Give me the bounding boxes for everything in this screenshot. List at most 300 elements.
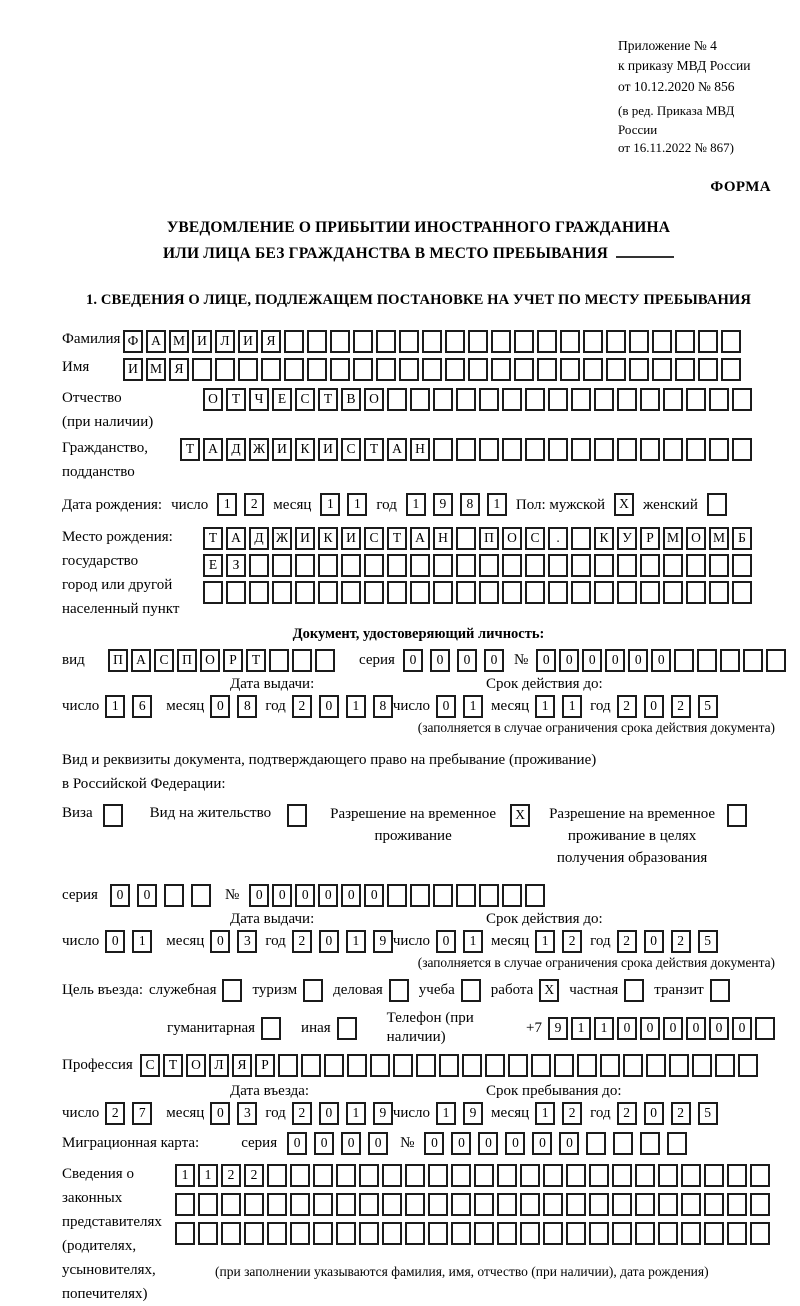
birthplace-cell[interactable] bbox=[709, 581, 729, 604]
profession-cell[interactable] bbox=[393, 1054, 413, 1077]
surname-cell[interactable] bbox=[537, 330, 557, 353]
profession-cell[interactable] bbox=[715, 1054, 735, 1077]
representative-cell[interactable] bbox=[267, 1164, 287, 1187]
representative-cell[interactable] bbox=[612, 1193, 632, 1216]
citizenship-cell[interactable] bbox=[548, 438, 568, 461]
identity-valid-year-cell[interactable]: 0 bbox=[644, 695, 664, 718]
birthplace-cell[interactable]: З bbox=[226, 554, 246, 577]
identity-number-cell[interactable]: 0 bbox=[536, 649, 556, 672]
surname-cell[interactable] bbox=[721, 330, 741, 353]
citizenship-cell[interactable] bbox=[640, 438, 660, 461]
profession-cell[interactable] bbox=[278, 1054, 298, 1077]
birthplace-cell[interactable] bbox=[456, 581, 476, 604]
representative-cell[interactable] bbox=[359, 1193, 379, 1216]
firstname-cell[interactable] bbox=[537, 358, 557, 381]
firstname-cell[interactable] bbox=[238, 358, 258, 381]
birthplace-cell[interactable] bbox=[479, 581, 499, 604]
permit-valid-year-cell[interactable]: 0 bbox=[644, 930, 664, 953]
patronymic-cell[interactable]: О bbox=[364, 388, 384, 411]
representative-cell[interactable] bbox=[451, 1193, 471, 1216]
surname-cell[interactable]: И bbox=[238, 330, 258, 353]
firstname-cell[interactable]: И bbox=[123, 358, 143, 381]
permit-issue-year-cell[interactable]: 0 bbox=[319, 930, 339, 953]
birth-day-cell[interactable]: 1 bbox=[217, 493, 237, 516]
phone-cell[interactable]: 1 bbox=[594, 1017, 614, 1040]
representative-cell[interactable] bbox=[727, 1222, 747, 1245]
representative-cell[interactable] bbox=[635, 1164, 655, 1187]
representative-cell[interactable] bbox=[336, 1193, 356, 1216]
migration-number-cell[interactable]: 0 bbox=[478, 1132, 498, 1155]
citizenship-cell[interactable]: С bbox=[341, 438, 361, 461]
birthplace-cell[interactable] bbox=[594, 554, 614, 577]
patronymic-cell[interactable]: С bbox=[295, 388, 315, 411]
firstname-cell[interactable] bbox=[606, 358, 626, 381]
birthplace-cell[interactable] bbox=[272, 554, 292, 577]
identity-series-cell[interactable]: 0 bbox=[403, 649, 423, 672]
representative-cell[interactable] bbox=[382, 1222, 402, 1245]
birth-year-cell[interactable]: 9 bbox=[433, 493, 453, 516]
birthplace-cell[interactable] bbox=[594, 581, 614, 604]
identity-number-cell[interactable]: 0 bbox=[582, 649, 602, 672]
permit-valid-year-cell[interactable]: 2 bbox=[617, 930, 637, 953]
identity-kind-cell[interactable] bbox=[315, 649, 335, 672]
entry-year-cell[interactable]: 2 bbox=[292, 1102, 312, 1125]
entry-year-cell[interactable]: 1 bbox=[346, 1102, 366, 1125]
birthplace-cell[interactable] bbox=[686, 581, 706, 604]
birthplace-cell[interactable] bbox=[433, 581, 453, 604]
patronymic-cell[interactable] bbox=[548, 388, 568, 411]
citizenship-cell[interactable] bbox=[456, 438, 476, 461]
identity-kind-cell[interactable]: Р bbox=[223, 649, 243, 672]
profession-cell[interactable] bbox=[416, 1054, 436, 1077]
surname-cell[interactable] bbox=[560, 330, 580, 353]
surname-cell[interactable] bbox=[330, 330, 350, 353]
entry-month-cell[interactable]: 3 bbox=[237, 1102, 257, 1125]
patronymic-cell[interactable] bbox=[502, 388, 522, 411]
purpose-study-checkbox-cell[interactable] bbox=[461, 979, 481, 1002]
surname-cell[interactable] bbox=[399, 330, 419, 353]
representative-cell[interactable] bbox=[520, 1222, 540, 1245]
representative-cell[interactable] bbox=[635, 1193, 655, 1216]
citizenship-cell[interactable] bbox=[686, 438, 706, 461]
birthplace-cell[interactable]: М bbox=[709, 527, 729, 550]
profession-cell[interactable] bbox=[485, 1054, 505, 1077]
identity-number-cell[interactable] bbox=[720, 649, 740, 672]
representative-cell[interactable] bbox=[405, 1193, 425, 1216]
birth-month-cell[interactable]: 1 bbox=[320, 493, 340, 516]
representative-cell[interactable] bbox=[497, 1193, 517, 1216]
firstname-cell[interactable] bbox=[376, 358, 396, 381]
representative-cell[interactable] bbox=[290, 1222, 310, 1245]
identity-kind-cell[interactable]: А bbox=[131, 649, 151, 672]
citizenship-cell[interactable]: Ж bbox=[249, 438, 269, 461]
stay-year-cell[interactable]: 5 bbox=[698, 1102, 718, 1125]
entry-year-cell[interactable]: 0 bbox=[319, 1102, 339, 1125]
permit-number-cell[interactable] bbox=[410, 884, 430, 907]
representative-cell[interactable] bbox=[198, 1193, 218, 1216]
permit-number-cell[interactable] bbox=[387, 884, 407, 907]
patronymic-cell[interactable] bbox=[410, 388, 430, 411]
profession-cell[interactable]: О bbox=[186, 1054, 206, 1077]
representative-cell[interactable] bbox=[658, 1222, 678, 1245]
identity-valid-day-cell[interactable]: 1 bbox=[463, 695, 483, 718]
birthplace-cell[interactable]: С bbox=[525, 527, 545, 550]
permit-valid-day-cell[interactable]: 1 bbox=[463, 930, 483, 953]
firstname-cell[interactable] bbox=[675, 358, 695, 381]
entry-month-cell[interactable]: 0 bbox=[210, 1102, 230, 1125]
birthplace-cell[interactable] bbox=[479, 554, 499, 577]
birthplace-cell[interactable]: И bbox=[295, 527, 315, 550]
birthplace-cell[interactable] bbox=[571, 527, 591, 550]
representative-cell[interactable] bbox=[727, 1164, 747, 1187]
birthplace-cell[interactable]: Е bbox=[203, 554, 223, 577]
identity-issue-year-cell[interactable]: 1 bbox=[346, 695, 366, 718]
migration-number-cell[interactable]: 0 bbox=[559, 1132, 579, 1155]
patronymic-cell[interactable] bbox=[479, 388, 499, 411]
patronymic-cell[interactable]: Е bbox=[272, 388, 292, 411]
permit-issue-year-cell[interactable]: 9 bbox=[373, 930, 393, 953]
birthplace-cell[interactable] bbox=[732, 581, 752, 604]
birthplace-cell[interactable] bbox=[433, 554, 453, 577]
stay-year-cell[interactable]: 2 bbox=[617, 1102, 637, 1125]
birthplace-cell[interactable] bbox=[341, 581, 361, 604]
identity-valid-day-cell[interactable]: 0 bbox=[436, 695, 456, 718]
surname-cell[interactable] bbox=[353, 330, 373, 353]
profession-cell[interactable]: С bbox=[140, 1054, 160, 1077]
birthplace-cell[interactable] bbox=[663, 581, 683, 604]
representative-cell[interactable] bbox=[336, 1222, 356, 1245]
representative-cell[interactable] bbox=[198, 1222, 218, 1245]
migration-number-cell[interactable] bbox=[667, 1132, 687, 1155]
identity-number-cell[interactable]: 0 bbox=[651, 649, 671, 672]
identity-kind-cell[interactable]: С bbox=[154, 649, 174, 672]
migration-series-cell[interactable]: 0 bbox=[287, 1132, 307, 1155]
permit-issue-year-cell[interactable]: 2 bbox=[292, 930, 312, 953]
permit-issue-month-cell[interactable]: 0 bbox=[210, 930, 230, 953]
identity-series-cell[interactable]: 0 bbox=[430, 649, 450, 672]
representative-cell[interactable] bbox=[474, 1193, 494, 1216]
birthplace-cell[interactable] bbox=[249, 554, 269, 577]
surname-cell[interactable] bbox=[468, 330, 488, 353]
representative-cell[interactable] bbox=[589, 1222, 609, 1245]
surname-cell[interactable] bbox=[514, 330, 534, 353]
profession-cell[interactable] bbox=[531, 1054, 551, 1077]
firstname-cell[interactable] bbox=[445, 358, 465, 381]
permit-number-cell[interactable]: 0 bbox=[318, 884, 338, 907]
firstname-cell[interactable] bbox=[284, 358, 304, 381]
permit-valid-year-cell[interactable]: 5 bbox=[698, 930, 718, 953]
profession-cell[interactable] bbox=[370, 1054, 390, 1077]
permit-series-cell[interactable] bbox=[191, 884, 211, 907]
male-checkbox-cell[interactable]: X bbox=[614, 493, 634, 516]
birthplace-cell[interactable]: У bbox=[617, 527, 637, 550]
patronymic-cell[interactable] bbox=[525, 388, 545, 411]
birthplace-cell[interactable] bbox=[663, 554, 683, 577]
representative-cell[interactable] bbox=[658, 1164, 678, 1187]
identity-issue-month-cell[interactable]: 8 bbox=[237, 695, 257, 718]
stay-day-cell[interactable]: 1 bbox=[436, 1102, 456, 1125]
birthplace-cell[interactable]: П bbox=[479, 527, 499, 550]
citizenship-cell[interactable]: Н bbox=[410, 438, 430, 461]
identity-issue-year-cell[interactable]: 8 bbox=[373, 695, 393, 718]
representative-cell[interactable]: 1 bbox=[175, 1164, 195, 1187]
identity-number-cell[interactable]: 0 bbox=[605, 649, 625, 672]
stay-month-cell[interactable]: 2 bbox=[562, 1102, 582, 1125]
representative-cell[interactable] bbox=[313, 1222, 333, 1245]
profession-cell[interactable] bbox=[600, 1054, 620, 1077]
birthplace-cell[interactable] bbox=[617, 581, 637, 604]
identity-kind-cell[interactable]: П bbox=[108, 649, 128, 672]
profession-cell[interactable]: Т bbox=[163, 1054, 183, 1077]
profession-cell[interactable] bbox=[692, 1054, 712, 1077]
birthplace-cell[interactable]: О bbox=[686, 527, 706, 550]
profession-cell[interactable] bbox=[301, 1054, 321, 1077]
migration-number-cell[interactable]: 0 bbox=[424, 1132, 444, 1155]
identity-number-cell[interactable]: 0 bbox=[628, 649, 648, 672]
representative-cell[interactable] bbox=[428, 1222, 448, 1245]
edu-residence-checkbox-cell[interactable] bbox=[727, 804, 747, 827]
stay-day-cell[interactable]: 9 bbox=[463, 1102, 483, 1125]
profession-cell[interactable] bbox=[738, 1054, 758, 1077]
citizenship-cell[interactable] bbox=[732, 438, 752, 461]
purpose-business-checkbox-cell[interactable] bbox=[222, 979, 242, 1002]
phone-cell[interactable]: 0 bbox=[686, 1017, 706, 1040]
identity-kind-cell[interactable]: П bbox=[177, 649, 197, 672]
surname-cell[interactable] bbox=[606, 330, 626, 353]
surname-cell[interactable] bbox=[583, 330, 603, 353]
birthplace-cell[interactable]: Р bbox=[640, 527, 660, 550]
representative-cell[interactable] bbox=[451, 1222, 471, 1245]
representative-cell[interactable] bbox=[244, 1193, 264, 1216]
representative-cell[interactable] bbox=[543, 1164, 563, 1187]
surname-cell[interactable]: И bbox=[192, 330, 212, 353]
representative-cell[interactable] bbox=[681, 1222, 701, 1245]
birthplace-cell[interactable] bbox=[295, 554, 315, 577]
birthplace-cell[interactable]: К bbox=[318, 527, 338, 550]
representative-cell[interactable] bbox=[750, 1193, 770, 1216]
identity-kind-cell[interactable] bbox=[269, 649, 289, 672]
citizenship-cell[interactable]: И bbox=[272, 438, 292, 461]
firstname-cell[interactable] bbox=[721, 358, 741, 381]
representative-cell[interactable] bbox=[589, 1193, 609, 1216]
permit-valid-day-cell[interactable]: 0 bbox=[436, 930, 456, 953]
birthplace-cell[interactable] bbox=[525, 581, 545, 604]
migration-number-cell[interactable] bbox=[586, 1132, 606, 1155]
surname-cell[interactable]: Ф bbox=[123, 330, 143, 353]
patronymic-cell[interactable] bbox=[709, 388, 729, 411]
identity-number-cell[interactable]: 0 bbox=[559, 649, 579, 672]
identity-series-cell[interactable]: 0 bbox=[457, 649, 477, 672]
birthplace-cell[interactable] bbox=[295, 581, 315, 604]
representative-cell[interactable] bbox=[290, 1164, 310, 1187]
surname-cell[interactable] bbox=[307, 330, 327, 353]
birthplace-cell[interactable] bbox=[732, 554, 752, 577]
birthplace-cell[interactable]: Б bbox=[732, 527, 752, 550]
firstname-cell[interactable] bbox=[468, 358, 488, 381]
representative-cell[interactable] bbox=[336, 1164, 356, 1187]
firstname-cell[interactable]: М bbox=[146, 358, 166, 381]
firstname-cell[interactable] bbox=[514, 358, 534, 381]
entry-day-cell[interactable]: 2 bbox=[105, 1102, 125, 1125]
birthplace-cell[interactable] bbox=[571, 554, 591, 577]
representative-cell[interactable] bbox=[221, 1193, 241, 1216]
firstname-cell[interactable] bbox=[422, 358, 442, 381]
birthplace-cell[interactable] bbox=[318, 581, 338, 604]
birthplace-cell[interactable]: Т bbox=[387, 527, 407, 550]
permit-issue-year-cell[interactable]: 1 bbox=[346, 930, 366, 953]
citizenship-cell[interactable] bbox=[709, 438, 729, 461]
representative-cell[interactable] bbox=[566, 1222, 586, 1245]
birthplace-cell[interactable] bbox=[709, 554, 729, 577]
identity-valid-year-cell[interactable]: 5 bbox=[698, 695, 718, 718]
permit-number-cell[interactable] bbox=[502, 884, 522, 907]
migration-number-cell[interactable]: 0 bbox=[505, 1132, 525, 1155]
birthplace-cell[interactable] bbox=[548, 554, 568, 577]
profession-cell[interactable] bbox=[623, 1054, 643, 1077]
patronymic-cell[interactable] bbox=[663, 388, 683, 411]
birthplace-cell[interactable] bbox=[640, 554, 660, 577]
identity-issue-year-cell[interactable]: 2 bbox=[292, 695, 312, 718]
citizenship-cell[interactable]: Т bbox=[364, 438, 384, 461]
identity-valid-month-cell[interactable]: 1 bbox=[535, 695, 555, 718]
birthplace-cell[interactable] bbox=[387, 554, 407, 577]
birthplace-cell[interactable]: И bbox=[341, 527, 361, 550]
identity-valid-month-cell[interactable]: 1 bbox=[562, 695, 582, 718]
representative-cell[interactable] bbox=[497, 1164, 517, 1187]
representative-cell[interactable] bbox=[175, 1222, 195, 1245]
permit-valid-year-cell[interactable]: 2 bbox=[671, 930, 691, 953]
birthplace-cell[interactable] bbox=[617, 554, 637, 577]
firstname-cell[interactable] bbox=[330, 358, 350, 381]
profession-cell[interactable] bbox=[508, 1054, 528, 1077]
birthplace-cell[interactable]: С bbox=[364, 527, 384, 550]
birthplace-cell[interactable] bbox=[456, 554, 476, 577]
identity-valid-year-cell[interactable]: 2 bbox=[617, 695, 637, 718]
representative-cell[interactable] bbox=[635, 1222, 655, 1245]
representative-cell[interactable] bbox=[382, 1193, 402, 1216]
birthplace-cell[interactable] bbox=[502, 581, 522, 604]
patronymic-cell[interactable] bbox=[686, 388, 706, 411]
patronymic-cell[interactable]: Ч bbox=[249, 388, 269, 411]
permit-number-cell[interactable] bbox=[433, 884, 453, 907]
profession-cell[interactable] bbox=[347, 1054, 367, 1077]
birth-year-cell[interactable]: 8 bbox=[460, 493, 480, 516]
identity-number-cell[interactable] bbox=[674, 649, 694, 672]
birthplace-cell[interactable] bbox=[686, 554, 706, 577]
representative-cell[interactable] bbox=[175, 1193, 195, 1216]
representative-cell[interactable] bbox=[382, 1164, 402, 1187]
surname-cell[interactable]: М bbox=[169, 330, 189, 353]
representative-cell[interactable] bbox=[405, 1164, 425, 1187]
representative-cell[interactable] bbox=[267, 1193, 287, 1216]
permit-number-cell[interactable]: 0 bbox=[341, 884, 361, 907]
identity-kind-cell[interactable]: О bbox=[200, 649, 220, 672]
purpose-private-checkbox-cell[interactable] bbox=[624, 979, 644, 1002]
representative-cell[interactable] bbox=[704, 1164, 724, 1187]
surname-cell[interactable] bbox=[445, 330, 465, 353]
firstname-cell[interactable] bbox=[261, 358, 281, 381]
firstname-cell[interactable] bbox=[583, 358, 603, 381]
migration-number-cell[interactable]: 0 bbox=[532, 1132, 552, 1155]
representative-cell[interactable] bbox=[681, 1164, 701, 1187]
representative-cell[interactable] bbox=[543, 1193, 563, 1216]
birth-month-cell[interactable]: 1 bbox=[347, 493, 367, 516]
patronymic-cell[interactable] bbox=[387, 388, 407, 411]
visa-checkbox-cell[interactable] bbox=[103, 804, 123, 827]
birthplace-cell[interactable] bbox=[640, 581, 660, 604]
birthplace-cell[interactable]: А bbox=[410, 527, 430, 550]
citizenship-cell[interactable] bbox=[663, 438, 683, 461]
citizenship-cell[interactable] bbox=[571, 438, 591, 461]
purpose-transit-checkbox-cell[interactable] bbox=[710, 979, 730, 1002]
representative-cell[interactable] bbox=[520, 1164, 540, 1187]
patronymic-cell[interactable]: В bbox=[341, 388, 361, 411]
permit-number-cell[interactable] bbox=[525, 884, 545, 907]
citizenship-cell[interactable]: Д bbox=[226, 438, 246, 461]
purpose-humanitarian-checkbox-cell[interactable] bbox=[261, 1017, 281, 1040]
phone-cell[interactable]: 1 bbox=[571, 1017, 591, 1040]
citizenship-cell[interactable]: Т bbox=[180, 438, 200, 461]
profession-cell[interactable] bbox=[554, 1054, 574, 1077]
patronymic-cell[interactable] bbox=[571, 388, 591, 411]
identity-number-cell[interactable] bbox=[697, 649, 717, 672]
birthplace-cell[interactable] bbox=[272, 581, 292, 604]
citizenship-cell[interactable]: К bbox=[295, 438, 315, 461]
birthplace-cell[interactable] bbox=[364, 554, 384, 577]
phone-cell[interactable]: 0 bbox=[732, 1017, 752, 1040]
birthplace-cell[interactable]: . bbox=[548, 527, 568, 550]
identity-number-cell[interactable] bbox=[766, 649, 786, 672]
phone-cell[interactable] bbox=[755, 1017, 775, 1040]
representative-cell[interactable] bbox=[750, 1222, 770, 1245]
permit-issue-month-cell[interactable]: 3 bbox=[237, 930, 257, 953]
birthplace-cell[interactable]: О bbox=[502, 527, 522, 550]
representative-cell[interactable] bbox=[566, 1164, 586, 1187]
phone-cell[interactable]: 0 bbox=[709, 1017, 729, 1040]
identity-issue-day-cell[interactable]: 1 bbox=[105, 695, 125, 718]
firstname-cell[interactable] bbox=[399, 358, 419, 381]
citizenship-cell[interactable]: И bbox=[318, 438, 338, 461]
permit-number-cell[interactable]: 0 bbox=[272, 884, 292, 907]
surname-cell[interactable] bbox=[491, 330, 511, 353]
firstname-cell[interactable] bbox=[353, 358, 373, 381]
birthplace-cell[interactable] bbox=[341, 554, 361, 577]
firstname-cell[interactable] bbox=[629, 358, 649, 381]
birthplace-cell[interactable] bbox=[318, 554, 338, 577]
citizenship-cell[interactable]: А bbox=[203, 438, 223, 461]
migration-series-cell[interactable]: 0 bbox=[314, 1132, 334, 1155]
stay-year-cell[interactable]: 2 bbox=[671, 1102, 691, 1125]
profession-cell[interactable]: Л bbox=[209, 1054, 229, 1077]
representative-cell[interactable] bbox=[497, 1222, 517, 1245]
permit-number-cell[interactable]: 0 bbox=[249, 884, 269, 907]
profession-cell[interactable] bbox=[439, 1054, 459, 1077]
birthplace-cell[interactable] bbox=[226, 581, 246, 604]
permit-number-cell[interactable]: 0 bbox=[295, 884, 315, 907]
firstname-cell[interactable] bbox=[307, 358, 327, 381]
entry-year-cell[interactable]: 9 bbox=[373, 1102, 393, 1125]
permit-valid-month-cell[interactable]: 1 bbox=[535, 930, 555, 953]
representative-cell[interactable] bbox=[313, 1164, 333, 1187]
patronymic-cell[interactable]: О bbox=[203, 388, 223, 411]
citizenship-cell[interactable]: А bbox=[387, 438, 407, 461]
patronymic-cell[interactable]: Т bbox=[318, 388, 338, 411]
entry-day-cell[interactable]: 7 bbox=[132, 1102, 152, 1125]
birthplace-cell[interactable]: А bbox=[226, 527, 246, 550]
permit-number-cell[interactable] bbox=[479, 884, 499, 907]
migration-series-cell[interactable]: 0 bbox=[341, 1132, 361, 1155]
identity-issue-year-cell[interactable]: 0 bbox=[319, 695, 339, 718]
